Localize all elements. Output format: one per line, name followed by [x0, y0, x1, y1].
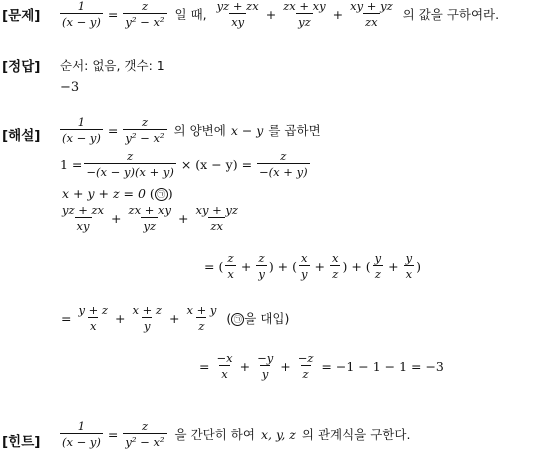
frac-num: zx + xy [128, 203, 172, 217]
frac-num: zx + xy [283, 0, 326, 13]
frac-den: −(x − y)(x + y) [86, 165, 174, 180]
plus-sign: + [178, 210, 189, 226]
frac-den: −(x + y) [259, 165, 308, 180]
equals-sign: = [61, 310, 72, 326]
frac-den: (x − y) [62, 15, 101, 30]
plus-sign: + [168, 310, 180, 326]
hint-label: [힌트] [2, 434, 41, 450]
frac-den: x [221, 367, 228, 382]
frac-num: 1 [77, 419, 86, 433]
frac-num: x [301, 251, 308, 265]
solution-line-7 [196, 352, 444, 380]
frac-den: z [374, 267, 381, 282]
equals-sign: = [199, 358, 210, 374]
frac-den: z [302, 367, 309, 382]
frac-num: −z [297, 351, 314, 365]
math-result: = −1 − 1 − 1 = −3 [321, 358, 444, 374]
hint-text: 의 관계식을 구한다. [301, 427, 411, 443]
plus-sign: + [280, 358, 291, 374]
hint-statement [58, 420, 410, 448]
frac-den: y [258, 267, 265, 282]
frac-den: yz [298, 15, 311, 30]
frac-den: (x − y) [62, 131, 101, 146]
plus-sign: + [239, 358, 251, 374]
frac-den: z [198, 319, 205, 334]
math-expr: = ( [204, 258, 224, 274]
plus-sign: + [115, 310, 126, 326]
problem-label: [문제] [2, 8, 41, 24]
hint-text: 을 간단히 하여 [174, 427, 255, 443]
frac-den: (x − y) [62, 435, 101, 450]
frac-den: y² − x² [125, 435, 165, 450]
frac-den: yz [143, 219, 157, 234]
frac-num: z [141, 115, 148, 129]
plus-sign: + [111, 210, 122, 226]
frac-num: z [127, 149, 134, 163]
solution-line-2 [60, 150, 312, 178]
problem-text: 일 때, [174, 7, 207, 23]
frac-num: xy + yz [350, 0, 393, 13]
frac-den: zx [210, 219, 224, 234]
solution-note: 을 대입) [244, 311, 290, 327]
math-expr: x, y, z [260, 426, 296, 442]
frac-den: y² − x² [125, 131, 165, 146]
answer-label: [정답] [2, 59, 41, 75]
frac-num: z [141, 0, 148, 13]
frac-num: xy + yz [195, 203, 238, 217]
solution-line-5 [204, 252, 421, 280]
equals-sign: = [107, 122, 119, 138]
math-expr: x − y [230, 122, 264, 138]
frac-den: x [405, 267, 413, 282]
plus-sign: + [240, 258, 252, 274]
frac-num: y [405, 251, 413, 265]
math-expr: x + y + z = 0 [62, 186, 146, 201]
math-expr: ) + ( [342, 258, 371, 274]
plus-sign: + [265, 6, 277, 22]
frac-num: yz + zx [216, 0, 259, 13]
solution-line-6: = $\frac{y + z}{x}$ + $\frac{x + z}{y}$ + $\frac{x + y}{z}$ ( ㉠ 을 대입) [61, 303, 290, 334]
solution-line-3: x + y + z = 0 ( ㉠ ) [62, 186, 173, 201]
solution-line-1 [58, 116, 321, 144]
frac-den: xy [76, 219, 90, 234]
math-expr: ) + ( [268, 258, 297, 274]
plus-sign: + [314, 258, 325, 274]
frac-den: xy [231, 15, 245, 30]
solution-text: 의 양변에 [173, 123, 226, 139]
frac-num: x + y [186, 303, 217, 317]
frac-num: −x [216, 351, 233, 365]
frac-num: yz + zx [62, 203, 105, 217]
frac-num: x + z [132, 303, 162, 317]
circled-mark: ㉠ [231, 313, 244, 326]
frac-den: zx [365, 15, 378, 30]
equals-sign: = [107, 426, 119, 442]
frac-num: 1 [77, 115, 86, 129]
solution-label: [해설] [2, 128, 41, 144]
solution-line-4 [58, 204, 242, 232]
frac-den: x [89, 319, 97, 334]
frac-den: x [227, 267, 234, 282]
frac-num: z [227, 251, 234, 265]
frac-num: z [258, 251, 265, 265]
equals-sign: = [107, 6, 119, 22]
frac-num: −y [257, 351, 274, 365]
frac-num: z [141, 419, 148, 433]
answer-line: 순서: 없음, 갯수: 1 [60, 58, 165, 73]
frac-num: x [331, 251, 339, 265]
frac-num: y + z [78, 303, 108, 317]
circled-mark: ㉠ [155, 188, 168, 201]
plus-sign: + [388, 258, 399, 274]
frac-num: 1 [77, 0, 86, 13]
plus-sign: + [332, 6, 344, 22]
frac-num: y [374, 251, 382, 265]
frac-num: z [280, 149, 287, 163]
math-expr: 1 = [60, 156, 83, 172]
frac-den: y [301, 267, 308, 282]
frac-den: y² − x² [125, 15, 165, 30]
answer-value: −3 [60, 80, 80, 95]
frac-den: y [143, 319, 151, 334]
problem-statement [58, 0, 499, 28]
solution-text: 를 곱하면 [268, 123, 321, 139]
frac-den: z [332, 267, 339, 282]
frac-den: y [261, 367, 269, 382]
problem-text: 의 값을 구하여라. [402, 7, 500, 23]
math-expr: × (x − y) = [180, 156, 253, 172]
math-expr: ) [416, 258, 422, 274]
